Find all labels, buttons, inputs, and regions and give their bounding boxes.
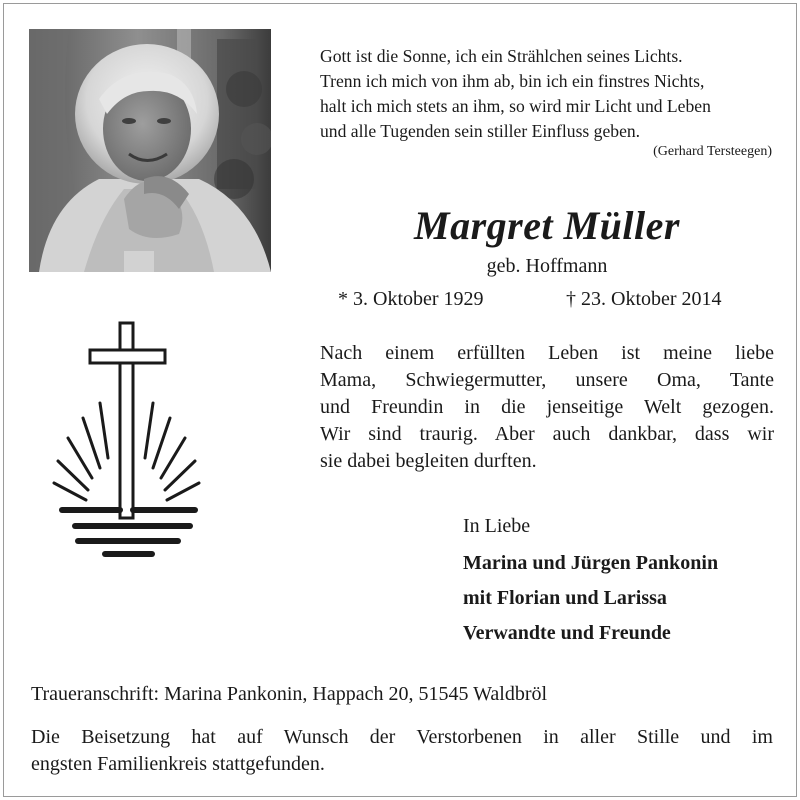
- birth-date: * 3. Oktober 1929: [338, 288, 484, 310]
- poem-line: Trenn ich mich von ihm ab, bin ich ein finstres Nichts,: [320, 71, 705, 91]
- signature-line: mit Florian und Larissa: [463, 587, 667, 609]
- obituary-message: [320, 340, 774, 475]
- message-line: und Freundin in die jenseitige Welt gezogen.: [320, 396, 774, 418]
- message-line: Mama, Schwiegermutter, unsere Oma, Tante: [320, 369, 774, 391]
- deceased-name: Margret Müller: [414, 203, 680, 248]
- burial-line: engsten Familienkreis stattgefunden.: [31, 753, 325, 775]
- message-line: sie dabei begleiten durften.: [320, 450, 537, 472]
- signature-line: Marina und Jürgen Pankonin: [463, 552, 719, 574]
- portrait-photo: [29, 29, 271, 272]
- message-line: Wir sind traurig. Aber auch dankbar, dass wir: [320, 423, 774, 445]
- signature-line: Verwandte und Freunde: [463, 622, 671, 644]
- poem: [320, 44, 780, 144]
- poem-author: (Gerhard Tersteegen): [653, 144, 772, 159]
- burial-note: [31, 724, 773, 778]
- message-line: Nach einem erfüllten Leben ist meine liebe: [320, 342, 774, 364]
- poem-line: halt ich mich stets an ihm, so wird mir Licht und Leben: [320, 96, 711, 116]
- burial-line: Die Beisetzung hat auf Wunsch der Verstorbenen in aller Stille und im: [31, 726, 773, 748]
- poem-line: Gott ist die Sonne, ich ein Strählchen seines Lichts.: [320, 46, 683, 66]
- poem-line: und alle Tugenden sein stiller Einfluss geben.: [320, 121, 641, 141]
- cross-emblem-icon: [50, 318, 210, 558]
- signature-names: [463, 546, 718, 651]
- maiden-name: geb. Hoffmann: [486, 255, 608, 277]
- death-date: † 23. Oktober 2014: [566, 288, 722, 310]
- signature-intro: In Liebe: [463, 515, 531, 537]
- mourning-address: Traueranschrift: Marina Pankonin, Happach 20, 51545 Waldbröl: [31, 683, 548, 705]
